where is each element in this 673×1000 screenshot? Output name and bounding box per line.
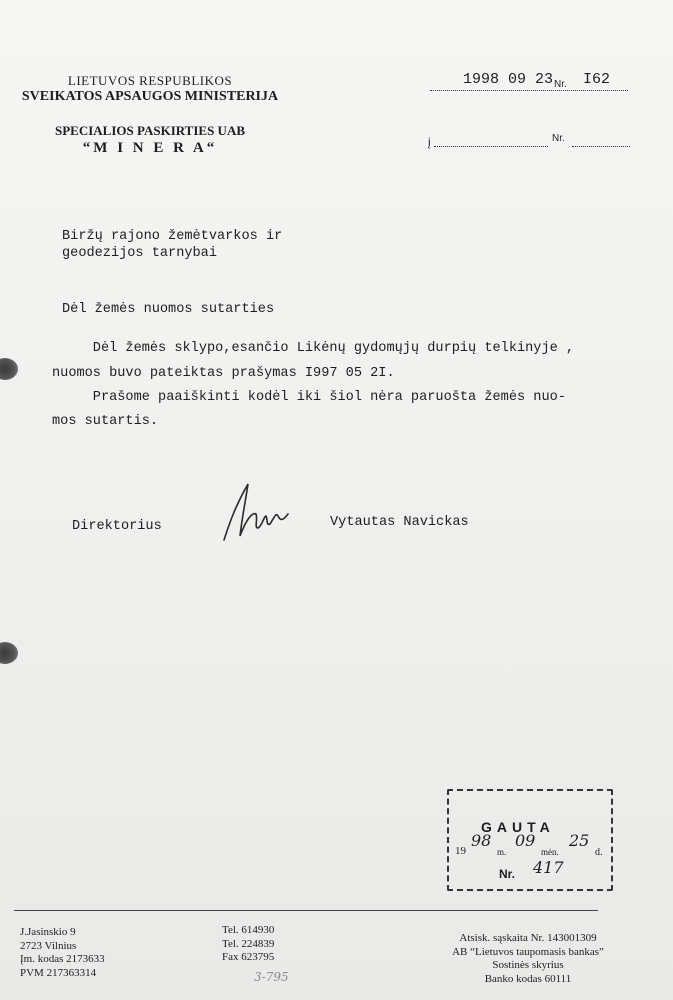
stamp-year: 98 (471, 831, 492, 850)
stamp-month: 09 (515, 831, 536, 850)
letterhead-republic: LIETUVOS RESPUBLIKOS (67, 73, 233, 88)
footer-phone-line: Fax 623795 (222, 951, 275, 963)
letter-subject: Dėl žemės nuomos sutarties (62, 302, 275, 317)
received-stamp (447, 789, 613, 891)
footer-address (20, 926, 105, 980)
stamp-nr-value: 417 (533, 858, 564, 877)
footer-phones (222, 924, 274, 965)
footer-phone-line: Tel. 614930 (222, 924, 275, 936)
stamp-year-prefix: 19 (455, 845, 466, 857)
footer-phone-line: Tel. 224839 (222, 937, 275, 950)
footer-bank-line: Banko kodas 60111 (484, 972, 572, 985)
footer-bank (418, 932, 638, 986)
reply-nr-line (572, 132, 630, 147)
punch-hole-top (0, 358, 18, 380)
addressee-line-1: Biržų rajono žemėtvarkos ir (62, 229, 283, 244)
footer-address-line: PVM 217363314 (20, 966, 97, 979)
letter-nr-label: Nr. (554, 79, 567, 90)
letter-date: 1998 09 23 (463, 71, 554, 88)
stamp-nr-label: Nr. (499, 867, 516, 881)
handwritten-signature (218, 478, 296, 548)
signatory-name: Vytautas Navickas (330, 515, 469, 530)
reply-reference-line (434, 132, 548, 147)
letterhead-company-name: “M I N E R A“ (82, 140, 218, 156)
footer-address-line: J.Jasinskio 9 (20, 926, 76, 938)
letterhead-company-type: SPECIALIOS PASKIRTIES UAB (54, 123, 246, 138)
signatory-title: Direktorius (72, 519, 162, 534)
pencil-note: 3-795 (254, 970, 289, 984)
body-line: nuomos buvo pateiktas prašymas I997 05 2I. (52, 366, 395, 381)
letterhead-ministry: SVEIKATOS APSAUGOS MINISTERIJA (21, 89, 279, 104)
footer-bank-line: AB “Lietuvos taupomasis bankas” (452, 945, 604, 958)
addressee-line-2: geodezijos tarnybai (62, 246, 217, 261)
footer-rule (14, 910, 598, 911)
punch-hole-bottom (0, 642, 18, 664)
footer-bank-line: Atsisk. sąskaita Nr. 143001309 (459, 932, 597, 944)
body-line: mos sutartis. (52, 414, 159, 429)
stamp-day-label: d. (595, 847, 603, 858)
footer-address-line: 2723 Vilnius (20, 939, 77, 952)
letter-nr-value: I62 (583, 71, 611, 88)
reply-prefix: į (428, 135, 431, 149)
reply-nr-label: Nr. (552, 133, 565, 144)
stamp-mon-label: mėn. (541, 847, 559, 857)
footer-address-line: Įm. kodas 2173633 (20, 953, 105, 965)
stamp-heading: GAUTA (481, 819, 555, 835)
stamp-day: 25 (569, 831, 590, 850)
body-line: Dėl žemės sklypo,esančio Likėnų gydomųjų durpių telkinyje , (52, 341, 575, 356)
footer-bank-line: Sostinės skyrius (492, 959, 564, 971)
body-line: Prašome paaiškinti kodėl iki šiol nėra paruošta žemės nuo- (52, 390, 566, 405)
stamp-m-label: m. (497, 847, 507, 857)
